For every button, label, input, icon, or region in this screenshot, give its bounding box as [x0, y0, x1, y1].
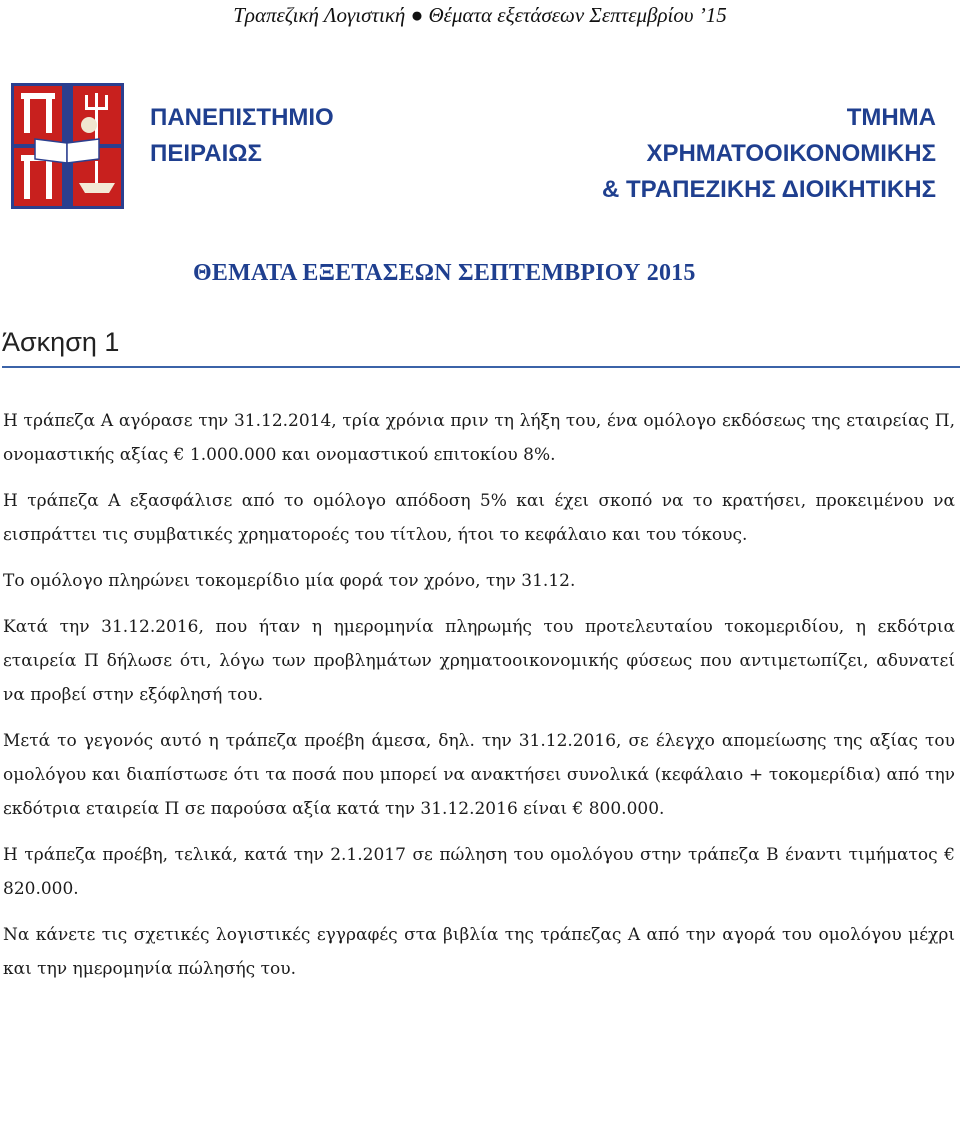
- university-name-line1: ΠΑΝΕΠΙΣΤΗΜΙΟ: [150, 104, 334, 131]
- paragraph: Η τράπεζα Α εξασφάλισε από το ομόλογο απόδοση 5% και έχει σκοπό να το κρατήσει, προκειμένου να εισπράττει τις συμβατικές χρηματοροές του τίτλου, ήτοι το κεφάλαιο και του τόκους.: [3, 491, 955, 545]
- exercise-heading: Άσκηση 1: [2, 322, 960, 368]
- department-name-line1: ΤΜΗΜΑ: [846, 104, 936, 131]
- university-name-line2: ΠΕΙΡΑΙΩΣ: [150, 140, 262, 167]
- university-logo: [11, 83, 124, 209]
- paragraph: Η τράπεζα προέβη, τελικά, κατά την 2.1.2017 σε πώληση του ομολόγου στην τράπεζα Β έναντι τιμήματος € 820.000.: [3, 845, 955, 899]
- university-name: [150, 100, 334, 172]
- department-name: [602, 100, 936, 208]
- department-name-line2: ΧΡΗΜΑΤΟΟΙΚΟΝΟΜΙΚΗΣ: [646, 140, 936, 167]
- paragraph: Να κάνετε τις σχετικές λογιστικές εγγραφές στα βιβλία της τράπεζας Α από την αγορά του ομολόγου μέχρι και την ημερομηνία πώλησής του.: [3, 925, 955, 979]
- paragraph: Κατά την 31.12.2016, που ήταν η ημερομηνία πληρωμής του προτελευταίου τοκομεριδίου, η εκδότρια εταιρεία Π δήλωσε ότι, λόγω των προβλημάτων χρηματοοικονομικής φύσεως που αντιμετωπίζει, αδυνατεί να προβεί στην εξόφλησή του.: [3, 617, 955, 705]
- paragraph: Το ομόλογο πληρώνει τοκομερίδιο μία φορά τον χρόνο, την 31.12.: [3, 571, 576, 591]
- exercise-body: [3, 404, 955, 998]
- department-name-line3: & ΤΡΑΠΕΖΙΚΗΣ ΔΙΟΙΚΗΤΙΚΗΣ: [601, 176, 936, 203]
- book-icon: [35, 139, 99, 163]
- paragraph: Μετά το γεγονός αυτό η τράπεζα προέβη άμεσα, δηλ. την 31.12.2016, σε έλεγχο απομείωσης της αξίας του ομολόγου και διαπίστωσε ότι τα ποσά που μπορεί να ανακτήσει συνολικά (κεφάλαιο + τοκομερίδια) από την εκδότρια εταιρεία Π σε παρούσα αξία κατά την 31.12.2016 είναι € 800.000.: [3, 731, 955, 819]
- exam-title: ΘΕΜΑΤΑ ΕΞΕΤΑΣΕΩΝ ΣΕΠΤΕΜΒΡΙΟΥ 2015: [193, 260, 696, 286]
- paragraph: Η τράπεζα Α αγόρασε την 31.12.2014, τρία χρόνια πριν τη λήξη του, ένα ομόλογο εκδόσεως της εταιρείας Π, ονομαστικής αξίας € 1.000.000 και ονομαστικού επιτοκίου 8%.: [3, 411, 955, 465]
- running-header: Τραπεζική Λογιστική ● Θέματα εξετάσεων Σεπτεμβρίου ’15: [233, 3, 727, 27]
